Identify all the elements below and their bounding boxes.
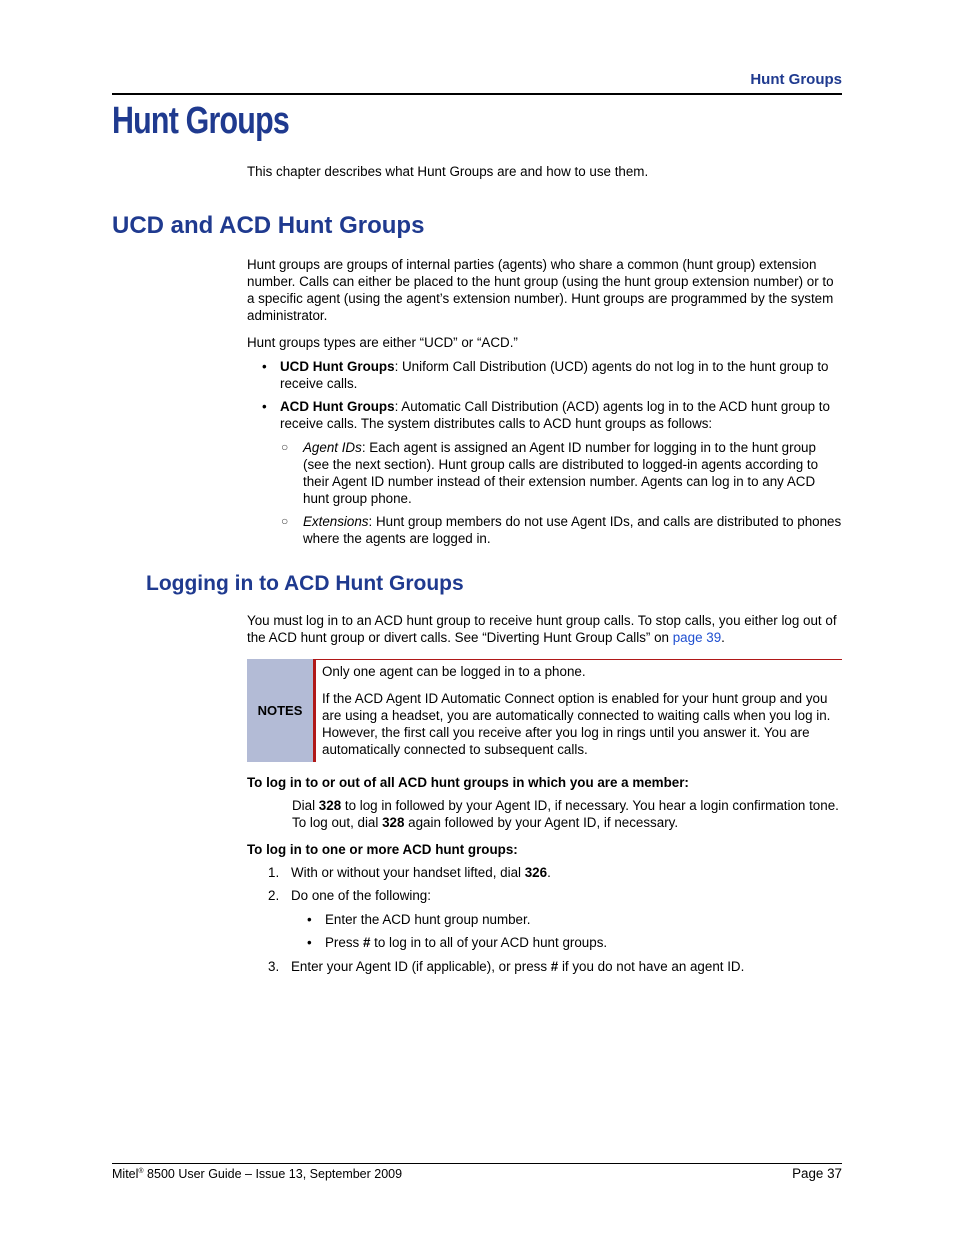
bullet-dot: •	[262, 359, 267, 374]
page-number: Page 37	[792, 1166, 842, 1181]
bullet-dot: •	[307, 912, 312, 927]
chapter-intro: This chapter describes what Hunt Groups are and how to use them.	[247, 164, 649, 179]
text: Enter the ACD hunt group number.	[325, 912, 531, 927]
code-328: 328	[382, 815, 405, 830]
text: if you do not have an agent ID.	[558, 959, 745, 974]
chapter-title: Hunt Groups	[112, 100, 289, 142]
bullet-term: UCD Hunt Groups	[280, 359, 395, 374]
circle-bullet-icon: ○	[281, 440, 289, 454]
notes-top-rule	[316, 659, 842, 660]
text: Do one of the following:	[291, 888, 431, 903]
pound-key: #	[362, 935, 371, 950]
notes-divider	[313, 659, 316, 762]
section2-paragraph-1	[247, 612, 842, 646]
text: With or without your handset lifted, dial	[291, 865, 525, 880]
bullet-dot: •	[307, 935, 312, 950]
text: Dial	[292, 798, 319, 813]
notes-box	[247, 659, 842, 762]
subbullet-term: Agent IDs	[303, 440, 362, 455]
notes-label: NOTES	[247, 659, 313, 762]
header-rule	[112, 93, 842, 95]
guide-title: 8500 User Guide – Issue 13, September 2009	[143, 1167, 403, 1181]
text: again followed by your Agent ID, if necessary.	[404, 815, 679, 830]
code-326: 326	[524, 865, 548, 880]
note-2: If the ACD Agent ID Automatic Connect option is enabled for your hunt group and you are using a headset, you are automatically connected to waiting calls when you log in. However, the first call you receive after you log in rings until you answer it. You are automatically connected to subsequent calls.	[322, 691, 831, 757]
bullet-term: ACD Hunt Groups	[280, 399, 395, 414]
section1-paragraph-2: Hunt groups types are either “UCD” or “ACD.”	[247, 335, 518, 350]
subbullet-text: : Hunt group members do not use Agent IDs, and calls are distributed to phones where the agents are logged in.	[303, 514, 842, 546]
footer-guide-info	[112, 1167, 402, 1181]
registered-mark: ®	[138, 1167, 144, 1175]
text: .	[547, 865, 551, 880]
code-328: 328	[318, 798, 342, 813]
bullet-text: : Automatic Call Distribution (ACD) agents log in to the ACD hunt group to receive calls. The system distributes calls to ACD hunt groups as follows:	[280, 399, 830, 431]
subbullet-term: Extensions	[303, 514, 369, 529]
paragraph-text: .	[721, 630, 725, 645]
bullet-text: : Uniform Call Distribution (UCD) agents do not log in to the hunt group to receive calls.	[280, 359, 829, 391]
text: Press	[325, 935, 363, 950]
running-header: Hunt Groups	[750, 71, 842, 88]
circle-bullet-icon: ○	[281, 514, 289, 528]
section1-paragraph-1: Hunt groups are groups of internal parties (agents) who share a common (hunt group) extension number. Calls can either be placed to the hunt group (using the hunt group extension number) or to a specific agent (using the agent’s extension number). Hunt groups are programmed by the system administrator.	[247, 257, 834, 323]
procedure-heading-all-groups: To log in to or out of all ACD hunt groups in which you are a member:	[247, 775, 689, 790]
step-number: 2.	[268, 888, 280, 903]
footer-rule	[112, 1163, 842, 1164]
pound-key: #	[550, 959, 559, 974]
procedure-1-text	[292, 797, 842, 831]
step-number: 1.	[268, 865, 280, 880]
text: to log in to all of your ACD hunt groups.	[370, 935, 608, 950]
note-1: Only one agent can be logged in to a phone.	[322, 664, 586, 679]
brand: Mitel	[112, 1167, 139, 1181]
procedure-heading-one-or-more: To log in to one or more ACD hunt groups:	[247, 842, 518, 857]
step-number: 3.	[268, 959, 280, 974]
text: Enter your Agent ID (if applicable), or press	[291, 959, 551, 974]
paragraph-text: You must log in to an ACD hunt group to receive hunt group calls. To stop calls, you either log out of the ACD hunt group or divert calls. See “Diverting Hunt Group Calls” on	[247, 613, 837, 645]
bullet-dot: •	[262, 399, 267, 414]
page-link[interactable]: page 39	[672, 630, 722, 645]
text: to log in followed by your Agent ID, if necessary. You hear a login confirmation tone. To log out, dial	[292, 798, 839, 830]
section-heading-logging-in: Logging in to ACD Hunt Groups	[146, 572, 464, 595]
section-heading-ucd-acd: UCD and ACD Hunt Groups	[112, 212, 425, 239]
subbullet-text: : Each agent is assigned an Agent ID number for logging in to the hunt group (see the next section). Hunt group calls are distributed to logged-in agents according to their Agent ID number instead of their extension number. Agents can log in to any ACD hunt group phone.	[303, 440, 819, 506]
